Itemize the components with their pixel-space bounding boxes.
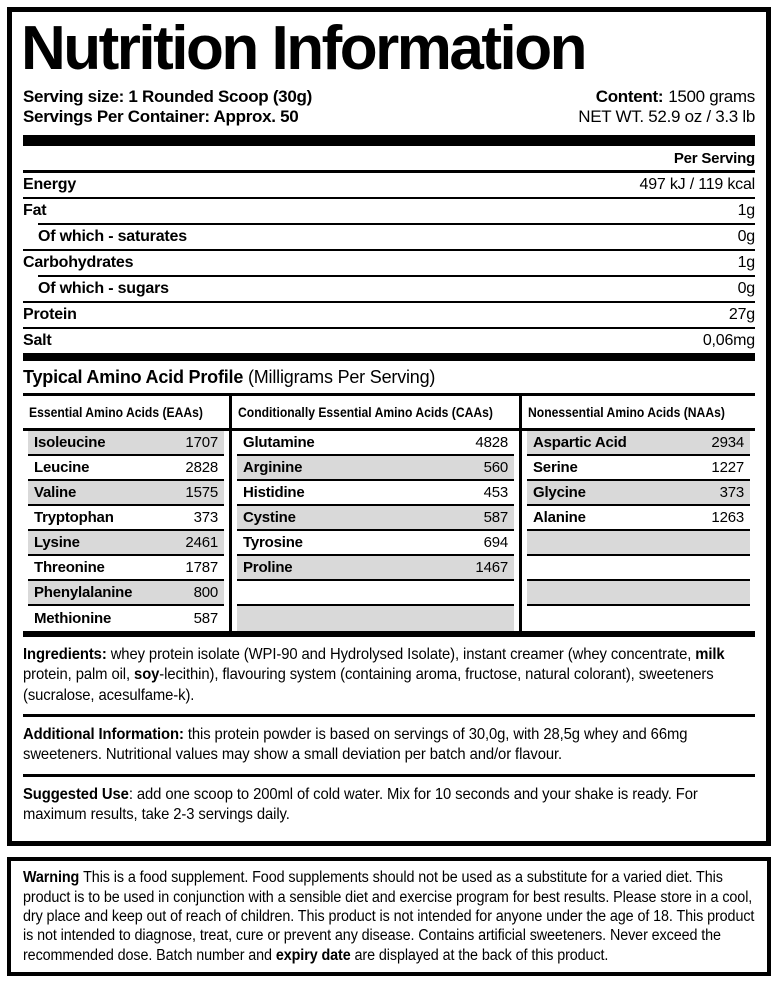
amino-row [527, 606, 750, 631]
per-serving-column-header: Per Serving [673, 150, 755, 168]
amino-row [28, 456, 224, 481]
amino-row [28, 581, 224, 606]
text: protein, palm oil, [23, 666, 135, 684]
servings-per-container: Servings Per Container: Approx. 50 [23, 107, 299, 127]
amino-name: Glycine [533, 484, 586, 502]
amino-value: 1575 [185, 484, 218, 502]
amino-value: 2828 [185, 459, 218, 477]
section-divider [23, 714, 755, 717]
amino-value: 800 [193, 584, 218, 602]
amino-row [527, 431, 750, 456]
bold-text: milk [695, 646, 725, 664]
nutrient-row [23, 197, 755, 223]
amino-row [28, 481, 224, 506]
amino-rows-caa [232, 431, 519, 631]
per-serving-table [23, 170, 755, 353]
bold-text: Additional Information: [23, 726, 188, 744]
nutrient-name: Salt [23, 332, 52, 350]
amino-row [28, 606, 224, 631]
amino-rows-naa [522, 431, 755, 631]
amino-value: 373 [193, 509, 218, 527]
warning-box [7, 857, 771, 976]
amino-column-header-caa-text: Conditionally Essential Amino Acids (CAAs) [238, 405, 493, 421]
amino-value: 1467 [475, 559, 508, 577]
amino-profile-title-main: Typical Amino Acid Profile [23, 367, 244, 388]
bold-text: Suggested Use [23, 785, 129, 803]
text: : add one scoop to 200ml of cold water. Mix for 10 seconds and your shake is ready. For maximum results, take 2-3 servings daily. [23, 785, 698, 823]
amino-name: Tryptophan [34, 509, 114, 527]
section-divider [23, 774, 755, 777]
divider-bar-top [23, 135, 755, 146]
amino-value: 587 [483, 509, 508, 527]
amino-name: Threonine [34, 559, 105, 577]
amino-row [527, 456, 750, 481]
amino-name: Histidine [243, 484, 305, 502]
amino-row [237, 606, 514, 631]
nutrient-name: Of which - saturates [38, 228, 187, 246]
nutrient-name: Fat [23, 202, 47, 220]
nutrient-name: Energy [23, 176, 77, 194]
serving-info [23, 87, 312, 128]
amino-profile-title-sub: (Milligrams Per Serving) [243, 367, 436, 388]
amino-value: 373 [719, 484, 744, 502]
amino-name: Methionine [34, 610, 112, 628]
nutrient-row [23, 170, 755, 197]
suggested-use-paragraph [23, 785, 755, 826]
content-label: Content: [595, 86, 664, 106]
amino-row [237, 431, 514, 456]
amino-acid-table [23, 393, 755, 631]
nutrient-name: Protein [23, 306, 77, 324]
nutrient-value: 0g [737, 280, 755, 298]
nutrient-value: 27g [728, 306, 755, 324]
nutrient-value: 1g [737, 254, 755, 272]
amino-row [237, 506, 514, 531]
amino-row [527, 581, 750, 606]
amino-name: Tyrosine [243, 534, 303, 552]
nutrient-row [23, 249, 755, 275]
ingredients-paragraph [23, 645, 755, 706]
divider-bar-middle [23, 353, 755, 361]
content-info [578, 87, 755, 128]
bold-text: Warning [23, 869, 84, 887]
amino-name: Proline [243, 559, 293, 577]
amino-value: 4828 [475, 434, 508, 452]
nutrient-row [23, 327, 755, 353]
amino-value: 1787 [185, 559, 218, 577]
amino-value: 1707 [185, 434, 218, 452]
bold-text: Ingredients: [23, 646, 111, 664]
amino-value: 694 [483, 534, 508, 552]
bold-text: soy [134, 666, 160, 684]
amino-row [237, 581, 514, 606]
amino-name: Alanine [533, 509, 586, 527]
text: are displayed at the back of this product. [350, 946, 609, 964]
amino-value: 2461 [185, 534, 218, 552]
nutrient-name: Carbohydrates [23, 254, 134, 272]
amino-column-header-naa [522, 396, 755, 431]
amino-name: Lysine [34, 534, 80, 552]
nutrient-value: 497 kJ / 119 kcal [639, 176, 755, 194]
page-title: Nutrition Information [21, 14, 585, 83]
amino-column-header-eaa-text: Essential Amino Acids (EAAs) [29, 405, 203, 421]
bold-text: expiry date [275, 946, 351, 964]
content-value: 1500 grams [668, 86, 755, 106]
header-info [23, 87, 755, 128]
amino-row [527, 556, 750, 581]
text: this protein powder is based on servings of 30,0g, with 28,5g whey and 66mg sweeteners. Nutritional values may show a small deviation per batch and/or flavour. [23, 726, 688, 764]
amino-value: 587 [193, 610, 218, 628]
nutrient-value: 0g [737, 228, 755, 246]
amino-row [237, 531, 514, 556]
amino-rows-eaa [23, 431, 229, 631]
amino-row [28, 556, 224, 581]
amino-row [527, 506, 750, 531]
amino-row [28, 531, 224, 556]
divider-bar-table-bottom [23, 631, 755, 637]
amino-row [28, 431, 224, 456]
amino-value: 1227 [711, 459, 744, 477]
nutrient-value: 0,06mg [702, 332, 755, 350]
amino-name: Arginine [243, 459, 303, 477]
nutrient-value: 1g [737, 202, 755, 220]
nutrition-label [7, 7, 771, 846]
serving-size: Serving size: 1 Rounded Scoop (30g) [23, 86, 312, 106]
content-line [578, 87, 755, 108]
amino-name: Phenylalanine [34, 584, 133, 602]
amino-row [527, 481, 750, 506]
amino-row [237, 481, 514, 506]
amino-row [237, 456, 514, 481]
nutrient-name: Of which - sugars [38, 280, 169, 298]
amino-name: Valine [34, 484, 77, 502]
text: This is a food supplement. Food supplements should not be used as a substitute for a varied diet. This product is to be used in conjunction with a sensible diet and exercise program for best results. Please store in a cool, dry place and keep out of reach of children. This product is not intended for anyone under the age of 18. This product is not intended to diagnose, treat, cure or prevent any disease. Contains artificial sweeteners. Never exceed the recommended dose. Batch number and [23, 869, 755, 964]
amino-column-header-eaa [23, 396, 229, 431]
amino-value: 2934 [711, 434, 744, 452]
amino-column-caa [229, 396, 519, 631]
amino-profile-title [23, 361, 755, 393]
additional-information-paragraph [23, 725, 755, 766]
amino-name: Aspartic Acid [533, 434, 627, 452]
text: -lecithin), flavouring system (containing aroma, fructose, natural colorant), sweeteners (sucralose, acesulfame-k). [23, 666, 714, 704]
amino-column-header-naa-text: Nonessential Amino Acids (NAAs) [528, 405, 725, 421]
amino-name: Isoleucine [34, 434, 106, 452]
amino-name: Leucine [34, 459, 90, 477]
amino-value: 560 [483, 459, 508, 477]
nutrient-row [38, 223, 755, 249]
amino-column-eaa [23, 396, 229, 631]
amino-column-header-caa [232, 396, 519, 431]
amino-value: 1263 [711, 509, 744, 527]
amino-name: Cystine [243, 509, 296, 527]
warning-paragraph [23, 868, 755, 965]
net-weight: NET WT. 52.9 oz / 3.3 lb [578, 107, 755, 127]
nutrient-row [38, 275, 755, 301]
amino-row [237, 556, 514, 581]
amino-name: Serine [533, 459, 578, 477]
amino-column-naa [519, 396, 755, 631]
amino-name: Glutamine [243, 434, 315, 452]
amino-value: 453 [483, 484, 508, 502]
amino-row [28, 506, 224, 531]
amino-row [527, 531, 750, 556]
text: whey protein isolate (WPI-90 and Hydrolysed Isolate), instant creamer (whey concentrate, [110, 646, 696, 664]
nutrient-row [23, 301, 755, 327]
